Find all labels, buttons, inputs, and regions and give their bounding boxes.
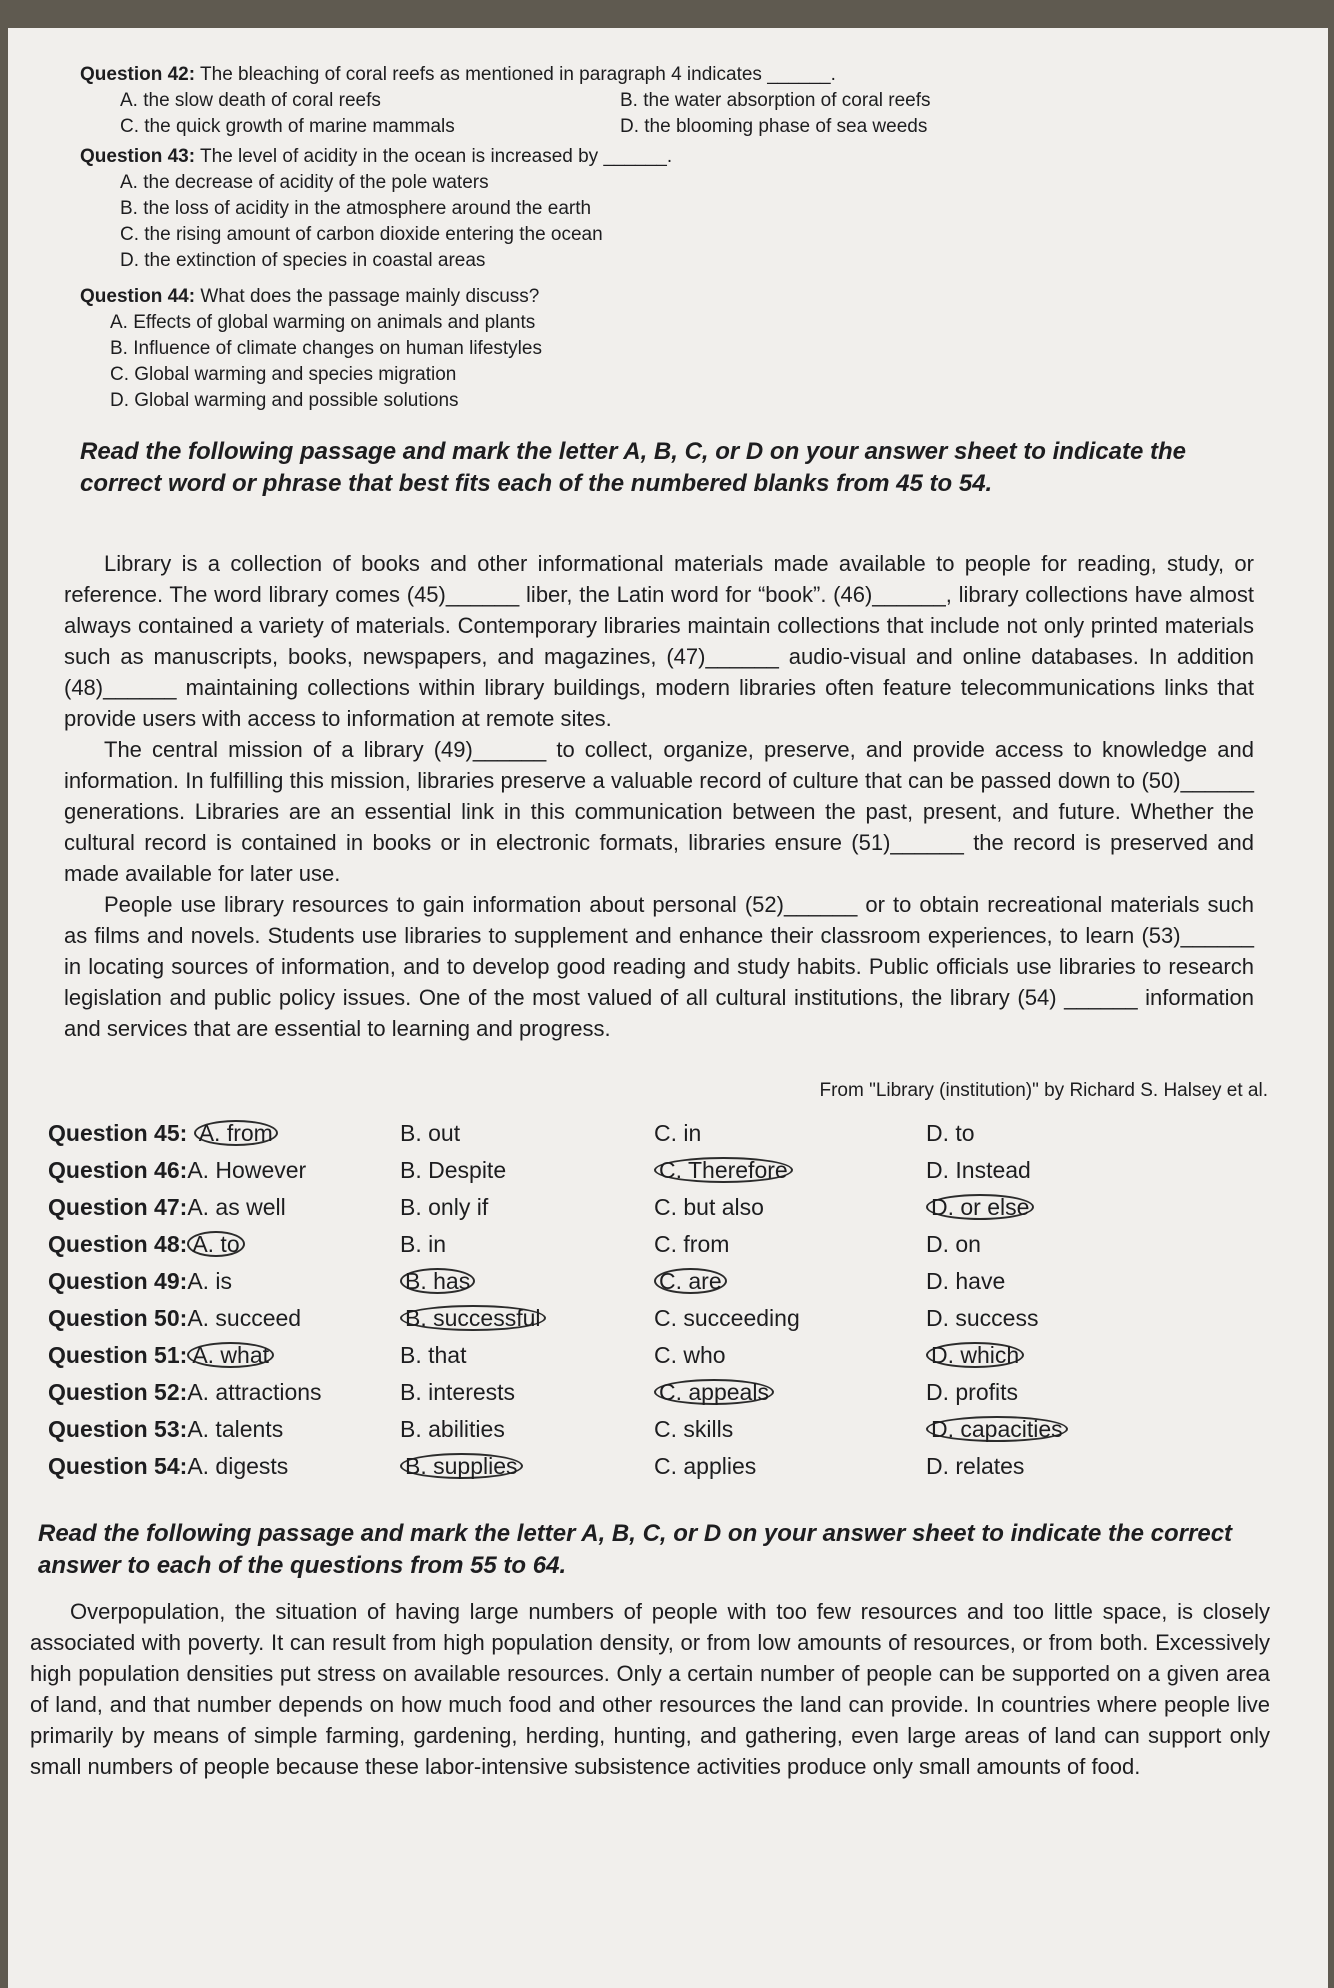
passage-overpopulation-paragraph: Overpopulation, the situation of having large numbers of people with too few resources and too little space, is closely associated with poverty. It can result from high population density, or from low amounts of resources, or from both. Excessively high population densities put stress on available resources. Only a certain number of people can be supported on a given area of land, and that number depends on how much food and other resources the land can provide. In countries where people live primarily by means of simple farming, gardening, herding, hunting, and gathering, even large areas of land can support only small numbers of people because these labor-intensive subsistence activities produce only small amounts of food.	[30, 1599, 1270, 1779]
option-a: A. However	[187, 1157, 307, 1183]
question-43	[80, 144, 672, 274]
question-42	[80, 62, 931, 140]
option-d: D. relates	[926, 1453, 1025, 1479]
option-c: C. skills	[654, 1416, 734, 1442]
question-44-option-d: D. Global warming and possible solutions	[110, 390, 459, 411]
question-43-stem: The level of acidity in the ocean is increased by ______.	[200, 146, 673, 167]
question-42-option-b: B. the water absorption of coral reefs	[620, 90, 931, 111]
option-a: A. attractions	[187, 1379, 322, 1405]
question-44-stem: What does the passage mainly discuss?	[200, 286, 540, 307]
question-42-label: Question 42:	[80, 64, 196, 85]
option-a-circled: A. from	[194, 1120, 278, 1146]
question-label: Question 54:	[48, 1453, 188, 1479]
passage-library-paragraph-2: The central mission of a library (49)______ to collect, organize, preserve, and provide access to knowledge and information. In fulfilling this mission, libraries preserve a valuable record of culture that can be passed down to (50)______ generations. Libraries are an essential link in this communication between the past, present, and future. Whether the cultural record is contained in books or in electronic formats, libraries ensure (51)______ the record is preserved and made available for later use.	[64, 737, 1254, 886]
option-c-circled: C. are	[654, 1268, 727, 1294]
section-instruction-45-54: Read the following passage and mark the letter A, B, C, or D on your answer sheet to indicate the correct word or phrase that best fits each of the numbered blanks from 45 to 54.	[80, 438, 1186, 497]
option-a: A. is	[187, 1268, 233, 1294]
answer-options-table	[48, 1120, 1268, 1490]
option-d: D. profits	[926, 1379, 1019, 1405]
option-c: C. from	[654, 1231, 730, 1257]
options-row-54	[48, 1453, 1268, 1490]
question-42-option-d: D. the blooming phase of sea weeds	[620, 116, 928, 137]
question-42-option-c: C. the quick growth of marine mammals	[120, 116, 455, 137]
option-a-circled: A. what	[187, 1342, 274, 1368]
option-a: A. digests	[187, 1453, 289, 1479]
options-row-53	[48, 1416, 1268, 1453]
question-44-label: Question 44:	[80, 286, 196, 307]
passage-overpopulation	[30, 1596, 1270, 1782]
question-label: Question 52:	[48, 1379, 188, 1405]
option-d-circled: D. which	[926, 1342, 1024, 1368]
options-row-51	[48, 1342, 1268, 1379]
option-b: B. that	[400, 1342, 467, 1368]
option-b: B. only if	[400, 1194, 489, 1220]
option-a: A. as well	[187, 1194, 286, 1220]
question-44-option-b: B. Influence of climate changes on human lifestyles	[110, 338, 542, 359]
option-b: B. Despite	[400, 1157, 507, 1183]
question-44-option-a: A. Effects of global warming on animals and plants	[110, 312, 536, 333]
option-c-circled: C. Therefore	[654, 1157, 793, 1183]
option-d-circled: D. capacities	[926, 1416, 1068, 1442]
options-row-48	[48, 1231, 1268, 1268]
option-d: D. have	[926, 1268, 1006, 1294]
question-42-option-a: A. the slow death of coral reefs	[120, 90, 381, 111]
option-b-circled: B. successful	[400, 1305, 546, 1331]
question-label: Question 49:	[48, 1268, 188, 1294]
question-label: Question 50:	[48, 1305, 188, 1331]
passage-library-paragraph-3: People use library resources to gain information about personal (52)______ or to obtain recreational materials such as films and novels. Students use libraries to supplement and enhance their classroom experiences, to learn (53)______ in locating sources of information, and to develop good reading and study habits. Public officials use libraries to research legislation and public policy issues. One of the most valued of all cultural institutions, the library (54) ______ information and services that are essential to learning and progress.	[64, 892, 1254, 1041]
options-row-46	[48, 1157, 1268, 1194]
question-44	[80, 284, 542, 414]
options-row-45	[48, 1120, 1268, 1157]
question-43-option-b: B. the loss of acidity in the atmosphere around the earth	[120, 198, 592, 219]
question-label: Question 51:	[48, 1342, 188, 1368]
question-label: Question 48:	[48, 1231, 188, 1257]
section-instruction-55-64: Read the following passage and mark the letter A, B, C, or D on your answer sheet to indicate the correct answer to each of the questions from 55 to 64.	[38, 1520, 1233, 1579]
question-label: Question 46:	[48, 1157, 188, 1183]
option-c: C. in	[654, 1120, 702, 1146]
option-c: C. who	[654, 1342, 726, 1368]
question-43-label: Question 43:	[80, 146, 196, 167]
option-c: C. applies	[654, 1453, 757, 1479]
option-c: C. succeeding	[654, 1305, 800, 1331]
option-a-circled: A. to	[187, 1231, 244, 1257]
question-43-option-d: D. the extinction of species in coastal areas	[120, 250, 486, 271]
passage-library	[64, 548, 1254, 1044]
options-row-50	[48, 1305, 1268, 1342]
options-row-47	[48, 1194, 1268, 1231]
options-row-49	[48, 1268, 1268, 1305]
option-a: A. succeed	[187, 1305, 302, 1331]
option-d-circled: D. or else	[926, 1194, 1034, 1220]
option-b-circled: B. has	[400, 1268, 475, 1294]
option-d: D. to	[926, 1120, 975, 1146]
option-b: B. abilities	[400, 1416, 505, 1442]
question-44-option-c: C. Global warming and species migration	[110, 364, 457, 385]
question-label: Question 45:	[48, 1120, 188, 1146]
option-d: D. on	[926, 1231, 981, 1257]
option-b: B. in	[400, 1231, 447, 1257]
option-a: A. talents	[187, 1416, 284, 1442]
option-b: B. out	[400, 1120, 461, 1146]
passage-library-paragraph-1: Library is a collection of books and other informational materials made available to people for reading, study, or reference. The word library comes (45)______ liber, the Latin word for “book”. (46)______, library collections have almost always contained a variety of materials. Contemporary libraries maintain collections that include not only printed materials such as manuscripts, books, newspapers, and magazines, (47)______ audio-visual and online databases. In addition (48)______ maintaining collections within library buildings, modern libraries often feature telecommunications links that provide users with access to information at remote sites.	[64, 551, 1254, 731]
question-43-option-a: A. the decrease of acidity of the pole waters	[120, 172, 489, 193]
option-b-circled: B. supplies	[400, 1453, 523, 1479]
option-d: D. success	[926, 1305, 1039, 1331]
question-42-stem: The bleaching of coral reefs as mentioned in paragraph 4 indicates ______.	[200, 64, 836, 85]
option-d: D. Instead	[926, 1157, 1031, 1183]
options-row-52	[48, 1379, 1268, 1416]
question-label: Question 47:	[48, 1194, 188, 1220]
option-c-circled: C. appeals	[654, 1379, 774, 1405]
question-label: Question 53:	[48, 1416, 188, 1442]
option-c: C. but also	[654, 1194, 764, 1220]
question-43-option-c: C. the rising amount of carbon dioxide entering the ocean	[120, 224, 603, 245]
exam-page	[8, 28, 1328, 1988]
option-b: B. interests	[400, 1379, 516, 1405]
passage-source: From "Library (institution)" by Richard S. Halsey et al.	[819, 1080, 1268, 1101]
